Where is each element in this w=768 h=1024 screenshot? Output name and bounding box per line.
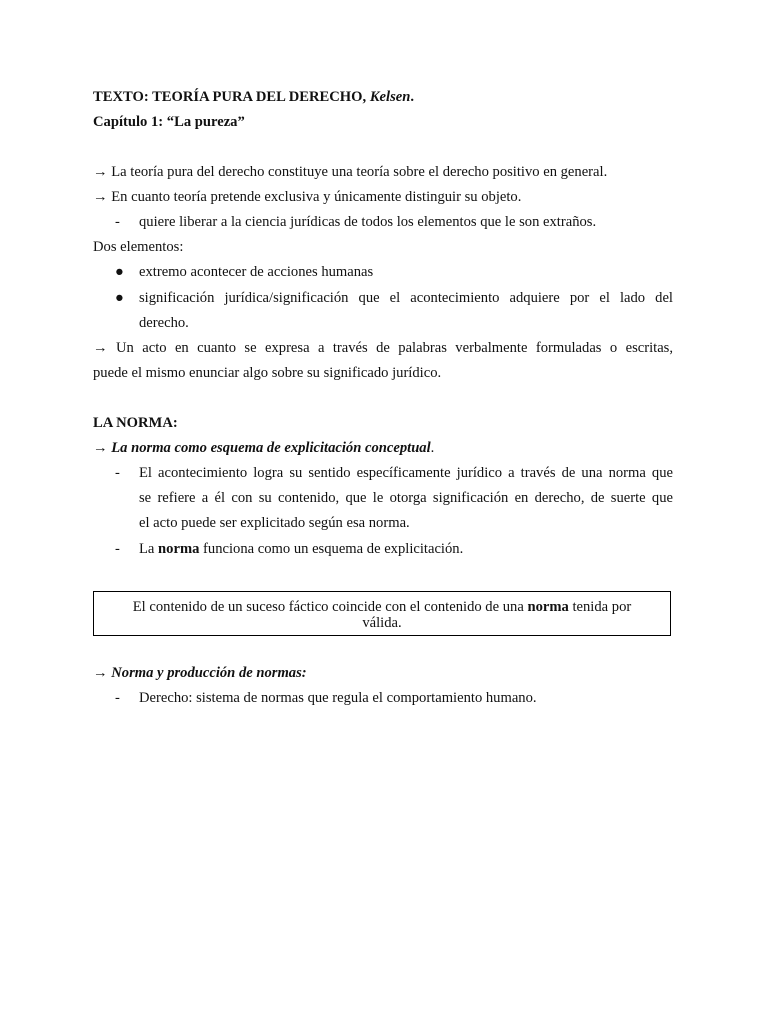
title-text: TEXTO: TEORÍA PURA DEL DERECHO, — [93, 89, 370, 105]
list-item-text: quiere liberar a la ciencia jurídicas de todos los elementos que le son extraños. — [139, 214, 597, 230]
dash-marker: - — [115, 465, 120, 481]
dos-elementos-label: Dos elementos: — [93, 239, 184, 255]
list-item-text: Derecho: sistema de normas que regula el comportamiento humano. — [139, 690, 537, 706]
paragraph-2: → En cuanto teoría pretende exclusiva y únicamente distinguir su objeto. — [93, 189, 522, 205]
dash-marker: - — [115, 214, 120, 230]
subheading-produccion: → Norma y producción de normas: — [93, 665, 307, 681]
highlight-box — [93, 591, 671, 636]
bullet-icon: ● — [115, 264, 124, 280]
chapter-title: Capítulo 1: “La pureza” — [93, 114, 245, 130]
paragraph-1: → La teoría pura del derecho constituye una teoría sobre el derecho positivo en general. — [93, 164, 608, 180]
document-title — [93, 88, 414, 106]
paragraph-3: → Un acto en cuanto se expresa a través de palabras verbalmente formuladas o escritas, puede el mismo enunciar algo sobre su significado jurídico. — [93, 340, 673, 381]
list-item-text: La norma funciona como un esquema de explicitación. — [139, 541, 464, 557]
dash-marker: - — [115, 541, 120, 557]
bullet-text: significación jurídica/significación que el acontecimiento adquiere por el lado del derecho. — [139, 290, 673, 331]
subheading-esquema: → La norma como esquema de explicitación conceptual. — [93, 440, 435, 456]
box-line-1: El contenido de un suceso fáctico coincide con el contenido de una norma tenida por — [132, 599, 632, 615]
section-heading-norma: LA NORMA: — [93, 415, 178, 431]
box-line-2: válida. — [362, 615, 402, 631]
dash-marker: - — [115, 690, 120, 706]
list-item-text: El acontecimiento logra su sentido específicamente jurídico a través de una norma que se refiere a él con su contenido, que le otorga significación en derecho, de suerte que el acto puede ser explicitado según esa norma. — [139, 465, 673, 531]
bullet-icon: ● — [115, 290, 124, 306]
title-end: . — [410, 89, 415, 105]
title-author: Kelsen — [369, 89, 411, 105]
bullet-text: extremo acontecer de acciones humanas — [139, 264, 374, 280]
